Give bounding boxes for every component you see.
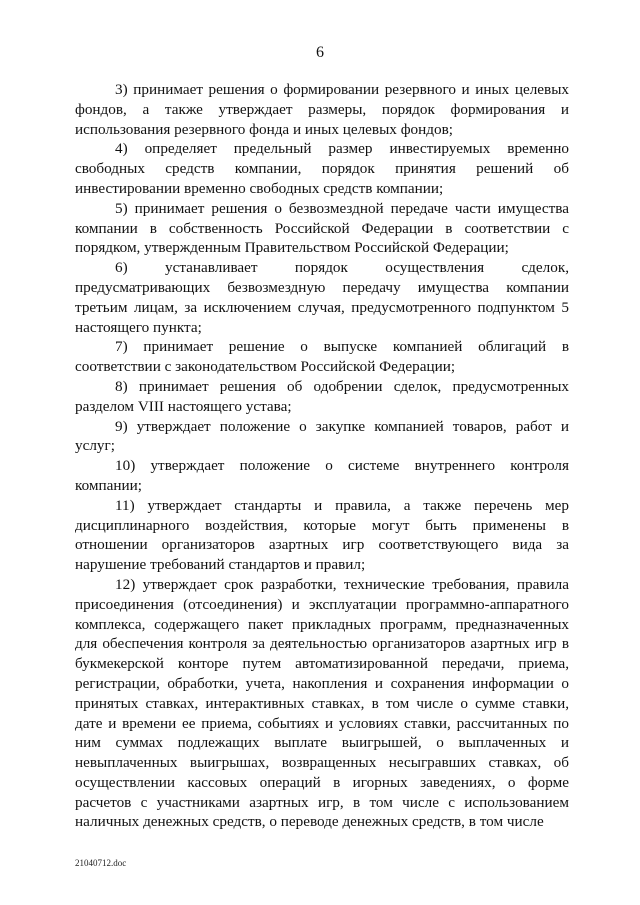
paragraph-item-4: 4) определяет предельный размер инвестируемых временно свободных средств компании, порядок принятия решений об инвестировании временно свободных средств компании; (75, 140, 569, 197)
paragraph-item-5: 5) принимает решения о безвозмездной передаче части имущества компании в собственность Российской Федерации в соответствии с порядком, утвержденным Правительством Российской Федерации; (75, 199, 569, 257)
paragraph-item-10: 10) утверждает положение о системе внутреннего контроля компании; (75, 457, 569, 494)
document-file-code: 21040712.doc (75, 858, 127, 868)
page-number: 6 (316, 44, 324, 61)
paragraph-item-8: 8) принимает решения об одобрении сделок, предусмотренных разделом VIII настоящего устава; (75, 377, 569, 415)
paragraph-item-9: 9) утверждает положение о закупке компанией товаров, работ и услуг; (75, 417, 569, 455)
paragraph-item-11: 11) утверждает стандарты и правила, а также перечень мер дисциплинарного воздействия, которые могут быть применены в отношении организаторов азартных игр соответствующего вида за нарушение требований стандартов и правил; (75, 496, 569, 574)
paragraph-item-7: 7) принимает решение о выпуске компанией облигаций в соответствии с законодательством Российской Федерации; (75, 338, 569, 376)
paragraph-item-6: 6) устанавливает порядок осуществления сделок, предусматривающих безвозмездную передачу имущества компании третьим лицам, за исключением случая, предусмотренного подпунктом 5 настоящего пункта; (75, 259, 569, 336)
paragraph-item-12: 12) утверждает срок разработки, технические требования, правила присоединения (отсоединения) и эксплуатации программно-аппаратного комплекса, содержащего пакет прикладных программ, предназначенных для обеспечения контроля за деятельностью организаторов азартных игр в букмекерской конторе путем автоматизированной передачи, приема, регистрации, обработки, учета, накопления и сохранения информации о принятых ставках, интерактивных ставках, в том числе о сумме ставки, дате и времени ее приема, событиях и условиях ставки, рассчитанных по ним суммах подлежащих выплате выигрышей, о выплаченных и невыплаченных выигрышах, возвращенных несыгравших ставках, об осуществлении кассовых операций в игорных заведениях, о форме расчетов с участниками азартных игр, в том числе с использованием наличных денежных средств, о переводе денежных средств, в том числе (75, 575, 569, 831)
document-body (75, 80, 569, 832)
paragraph-item-3: 3) принимает решения о формировании резервного и иных целевых фондов, а также утверждает размеры, порядок формирования и использования резервного фонда и иных целевых фондов; (75, 81, 569, 138)
